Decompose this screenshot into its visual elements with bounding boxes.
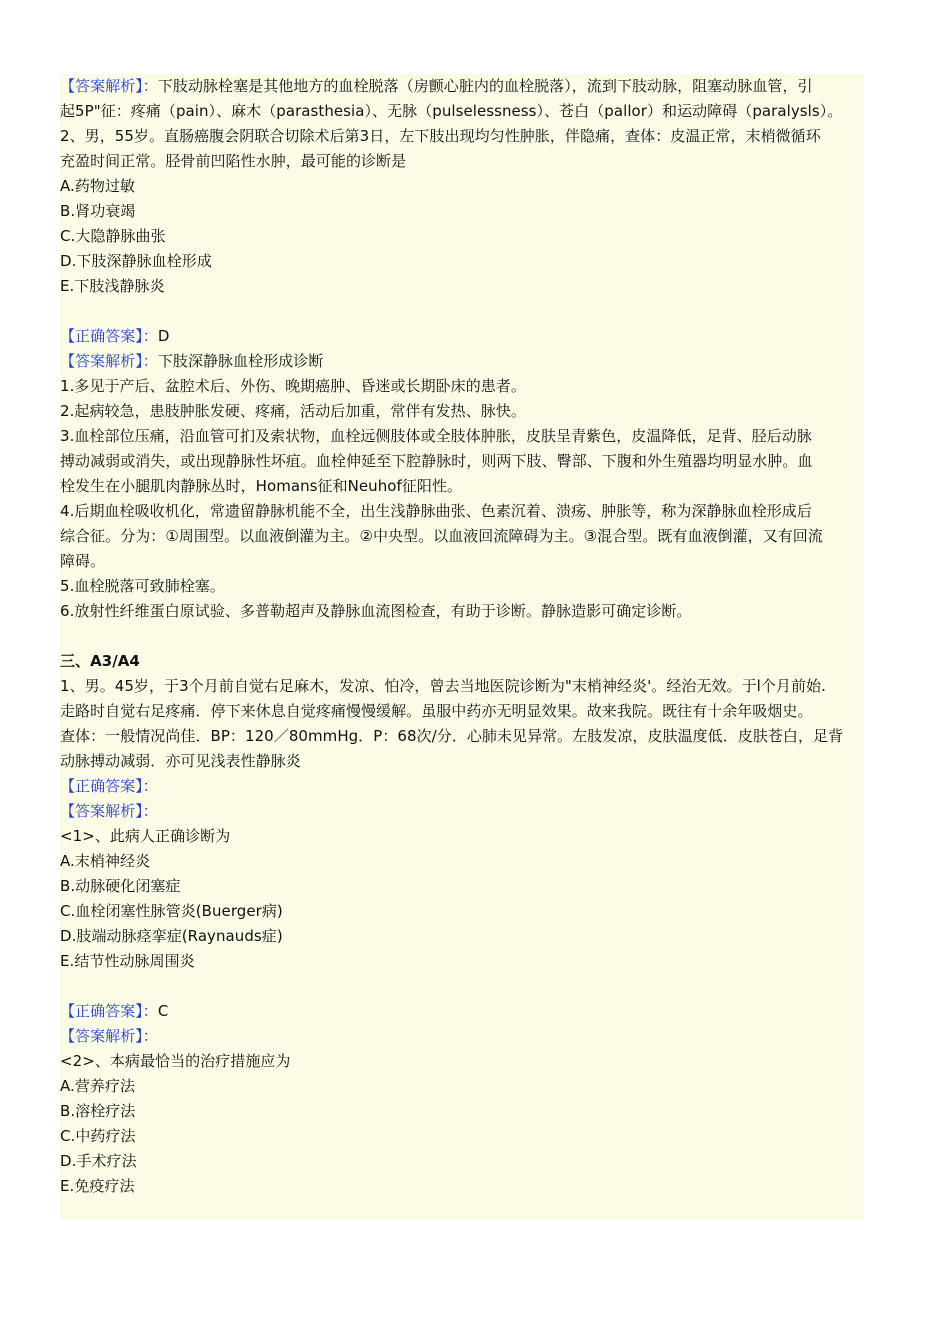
line-text: B.肾功衰竭 (60, 202, 136, 220)
answer-label: 【答案解析】： (60, 352, 158, 370)
text-line (60, 349, 864, 374)
text-line (60, 699, 864, 724)
line-text: 栓发生在小腿肌肉静脉丛时，Homans征和Neuhof征阳性。 (60, 477, 463, 495)
line-text: D.手术疗法 (60, 1152, 137, 1170)
line-text: B.溶栓疗法 (60, 1102, 136, 1120)
line-text: 查体：一般情况尚佳．BP：120／80mmHg．P：68次/分．心肺未见异常。左肢发凉，皮肤温度低．皮肤苍白，足背 (60, 727, 844, 745)
answer-label: 【答案解析】： (60, 1027, 158, 1045)
blank-line (60, 624, 864, 649)
line-text: <1>、此病人正确诊断为 (60, 827, 231, 845)
answer-label: 【答案解析】： (60, 77, 158, 95)
line-text: 2、男，55岁。直肠癌腹会阴联合切除术后第3日，左下肢出现均匀性肿胀，伴隐痛，查体：皮温正常，末梢微循环 (60, 127, 821, 145)
text-line (60, 274, 864, 299)
text-line (60, 1049, 864, 1074)
text-line (60, 374, 864, 399)
line-text: C.大隐静脉曲张 (60, 227, 166, 245)
line-text: C.中药疗法 (60, 1127, 136, 1145)
text-line (60, 1174, 864, 1199)
line-text: <2>、本病最恰当的治疗措施应为 (60, 1052, 291, 1070)
text-line (60, 774, 864, 799)
line-text: 5.血栓脱落可致肺栓塞。 (60, 577, 225, 595)
text-line (60, 999, 864, 1024)
document-content (60, 74, 864, 1199)
text-line (60, 724, 864, 749)
blank-line (60, 299, 864, 324)
text-line (60, 424, 864, 449)
text-line (60, 799, 864, 824)
line-text: 1、男。45岁，于3个月前自觉右足麻木，发凉、怕冷，曾去当地医院诊断为"末梢神经炎'。经治无效。于l个月前始. (60, 677, 826, 695)
text-line (60, 174, 864, 199)
line-text: 障碍。 (60, 552, 106, 570)
answer-label: 【正确答案】： (60, 327, 158, 345)
line-text: 1.多见于产后、盆腔术后、外伤、晚期癌肿、昏迷或长期卧床的患者。 (60, 377, 526, 395)
text-line (60, 149, 864, 174)
text-line (60, 949, 864, 974)
line-text: 三、A3/A4 (60, 652, 140, 670)
line-text: 搏动减弱或消失，或出现静脉性坏疽。血栓伸延至下腔静脉时，则两下肢、臀部、下腹和外生殖器均明显水肿。血 (60, 452, 813, 470)
line-text: 下肢深静脉血栓形成诊断 (157, 352, 324, 370)
text-line (60, 749, 864, 774)
text-line (60, 249, 864, 274)
line-text: D (157, 327, 170, 345)
text-line (60, 199, 864, 224)
answer-label: 【正确答案】： (60, 1002, 158, 1020)
line-text: C (157, 1002, 169, 1020)
text-line (60, 1099, 864, 1124)
text-line (60, 874, 864, 899)
line-text: A.营养疗法 (60, 1077, 136, 1095)
text-line (60, 899, 864, 924)
text-line (60, 924, 864, 949)
text-line (60, 549, 864, 574)
line-text: C.血栓闭塞性脉管炎(Buerger病) (60, 902, 283, 920)
text-line (60, 499, 864, 524)
text-line (60, 1124, 864, 1149)
line-text: E.下肢浅静脉炎 (60, 277, 165, 295)
text-line (60, 574, 864, 599)
line-text: 2.起病较急，患肢肿胀发硬、疼痛，活动后加重，常伴有发热、脉快。 (60, 402, 526, 420)
line-text: 下肢动脉栓塞是其他地方的血栓脱落（房颤心脏内的血栓脱落），流到下肢动脉，阻塞动脉血管，引 (157, 77, 813, 95)
line-text: 4.后期血栓吸收机化，常遗留静脉机能不全，出生浅静脉曲张、色素沉着、溃疡、肿胀等，称为深静脉血栓形成后 (60, 502, 812, 520)
text-line (60, 74, 864, 99)
text-line (60, 824, 864, 849)
line-text: 充盈时间正常。胫骨前凹陷性水肿，最可能的诊断是 (60, 152, 407, 170)
section-heading (60, 649, 864, 674)
answer-label: 【答案解析】： (60, 802, 158, 820)
line-text: 综合征。分为：①周围型。以血液倒灌为主。②中央型。以血液回流障碍为主。③混合型。既有血液倒灌，又有回流 (60, 527, 823, 545)
text-line (60, 599, 864, 624)
text-line (60, 474, 864, 499)
text-line (60, 399, 864, 424)
text-line (60, 849, 864, 874)
document-page (60, 74, 864, 1220)
text-line (60, 1074, 864, 1099)
text-line (60, 324, 864, 349)
line-text: 走路时自觉右足疼痛．停下来休息自觉疼痛慢慢缓解。虽服中药亦无明显效果。故来我院。既往有十余年吸烟史。 (60, 702, 813, 720)
text-line (60, 1024, 864, 1049)
blank-line (60, 974, 864, 999)
line-text: 动脉搏动减弱．亦可见浅表性静脉炎 (60, 752, 301, 770)
line-text: D.肢端动脉痉挛症(Raynauds症) (60, 927, 283, 945)
line-text: E.结节性动脉周围炎 (60, 952, 195, 970)
text-line (60, 1149, 864, 1174)
text-line (60, 524, 864, 549)
text-line (60, 124, 864, 149)
text-line (60, 99, 864, 124)
text-line (60, 224, 864, 249)
line-text: A.末梢神经炎 (60, 852, 151, 870)
line-text: 3.血栓部位压痛，沿血管可扪及索状物，血栓远侧肢体或全肢体肿胀，皮肤呈青紫色，皮温降低，足背、胫后动脉 (60, 427, 812, 445)
text-line (60, 449, 864, 474)
text-line (60, 674, 864, 699)
line-text: B.动脉硬化闭塞症 (60, 877, 181, 895)
line-text: 6.放射性纤维蛋白原试验、多普勒超声及静脉血流图检查，有助于诊断。静脉造影可确定诊断。 (60, 602, 692, 620)
line-text: E.免疫疗法 (60, 1177, 135, 1195)
line-text: 起5P"征：疼痛（pain）、麻木（parasthesia）、无脉（pulselessness）、苍白（pallor）和运动障碍（paralysls）。 (60, 102, 843, 120)
line-text: A.药物过敏 (60, 177, 136, 195)
line-text: D.下肢深静脉血栓形成 (60, 252, 212, 270)
answer-label: 【正确答案】： (60, 777, 158, 795)
